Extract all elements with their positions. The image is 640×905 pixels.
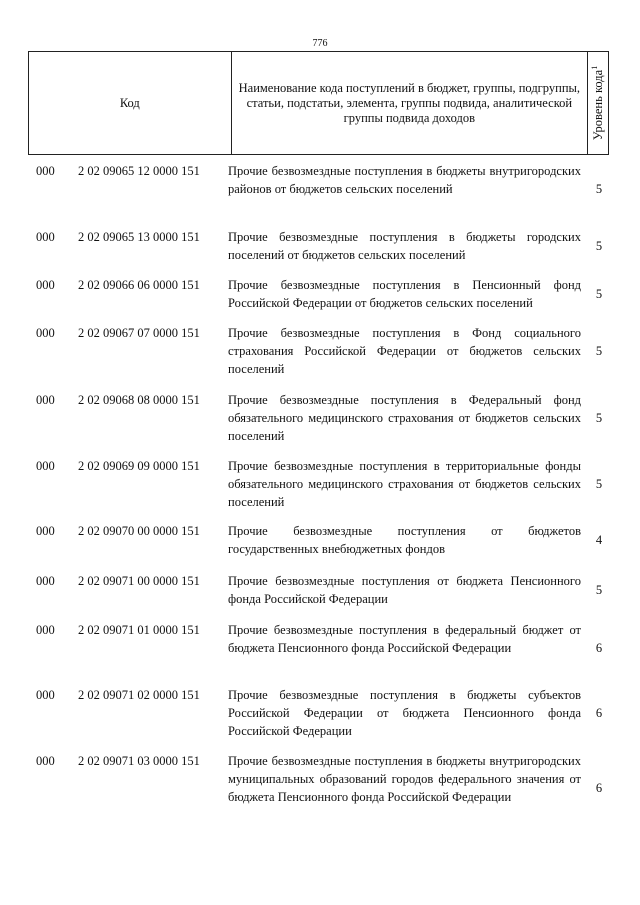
revenue-name: Прочие безвозмездные поступления в федеральный бюджет от бюджета Пенсионного фонда Российской Федерации [228,623,581,655]
revenue-code: 2 02 09070 00 0000 151 [78,524,200,538]
revenue-name: Прочие безвозмездные поступления от бюджета Пенсионного фонда Российской Федерации [228,574,581,606]
revenue-code: 2 02 09065 13 0000 151 [78,230,200,244]
header-level-label [590,66,606,140]
code-level: 6 [595,706,603,720]
revenue-name: Прочие безвозмездные поступления в бюджеты городских поселений от бюджетов сельских поселений [228,230,581,262]
page-number: 776 [312,38,328,49]
admin-code: 000 [36,326,55,340]
admin-code: 000 [36,524,55,538]
revenue-name: Прочие безвозмездные поступления в Пенсионный фонд Российской Федерации от бюджетов сельских поселений [228,278,581,310]
revenue-code: 2 02 09066 06 0000 151 [78,278,200,292]
code-level: 5 [595,344,603,358]
revenue-code: 2 02 09065 12 0000 151 [78,164,200,178]
revenue-code: 2 02 09071 01 0000 151 [78,623,200,637]
admin-code: 000 [36,230,55,244]
code-level: 5 [595,287,603,301]
revenue-code: 2 02 09068 08 0000 151 [78,393,200,407]
revenue-name: Прочие безвозмездные поступления в бюджеты субъектов Российской Федерации от бюджета Пенсионного фонда Российской Федерации [228,688,581,738]
admin-code: 000 [36,688,55,702]
admin-code: 000 [36,754,55,768]
admin-code: 000 [36,459,55,473]
header-level-footnote: 1 [589,65,599,70]
revenue-name: Прочие безвозмездные поступления от бюджетов государственных внебюджетных фондов [228,524,581,556]
admin-code: 000 [36,278,55,292]
revenue-name: Прочие безвозмездные поступления в бюджеты внутригородских районов от бюджетов сельских поселений [228,164,581,196]
revenue-code: 2 02 09071 02 0000 151 [78,688,200,702]
revenue-code: 2 02 09071 03 0000 151 [78,754,200,768]
revenue-name: Прочие безвозмездные поступления в Фонд социального страхования Российской Федерации от бюджетов сельских поселений [228,326,581,376]
revenue-code: 2 02 09071 00 0000 151 [78,574,200,588]
admin-code: 000 [36,393,55,407]
code-level: 6 [595,641,603,655]
admin-code: 000 [36,164,55,178]
code-level: 5 [595,182,603,196]
header-code: Код [29,52,232,154]
revenue-code: 2 02 09067 07 0000 151 [78,326,200,340]
table-header [28,51,609,155]
code-level: 5 [595,477,603,491]
revenue-name: Прочие безвозмездные поступления в Федеральный фонд обязательного медицинского страхования от бюджетов сельских поселений [228,393,581,443]
revenue-name: Прочие безвозмездные поступления в территориальные фонды обязательного медицинского страхования от бюджетов сельских поселений [228,459,581,509]
code-level: 4 [595,533,603,547]
admin-code: 000 [36,623,55,637]
header-level-text: Уровень кода [591,69,606,141]
code-level: 5 [595,583,603,597]
admin-code: 000 [36,574,55,588]
revenue-code: 2 02 09069 09 0000 151 [78,459,200,473]
code-level: 5 [595,411,603,425]
code-level: 5 [595,239,603,253]
code-level: 6 [595,781,603,795]
revenue-name: Прочие безвозмездные поступления в бюджеты внутригородских муниципальных образований городов федерального значения от бюджета Пенсионного фонда Российской Федерации [228,754,581,804]
header-name: Наименование кода поступлений в бюджет, группы, подгруппы, статьи, подстатьи, элемента, группы подвида, аналитической группы подвида доходов [232,52,588,154]
header-level [588,52,608,154]
